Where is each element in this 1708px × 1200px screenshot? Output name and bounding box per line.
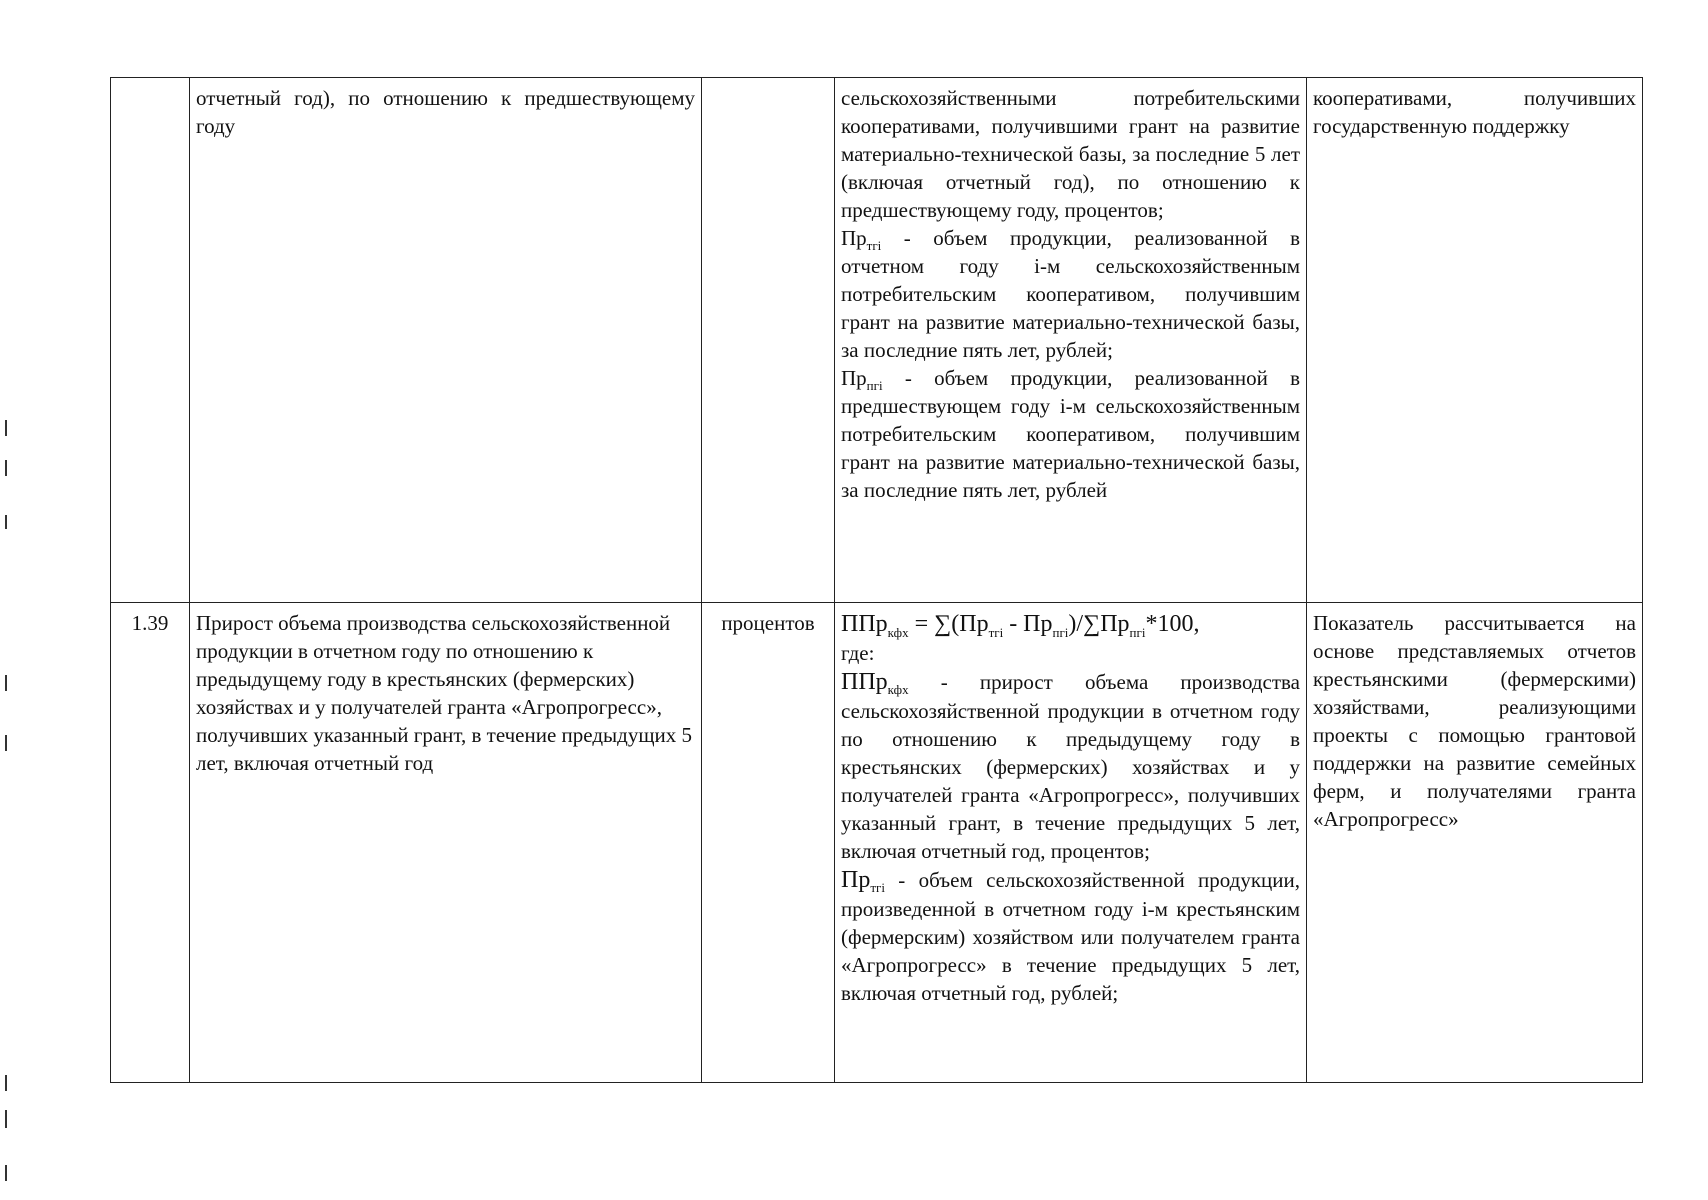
- indicator-cell: Прирост объема производства сельскохозяйственной продукции в отчетном году по отношению к предыдущему году в крестьянских (фермерских) хозяйствах и у получателей гранта «Агропрогресс», получивших указанный грант, в течение предыдущих 5 лет, включая отчетный год: [190, 603, 702, 1083]
- method-cell: [835, 78, 1307, 603]
- definition-pr-pg: [841, 364, 1300, 504]
- scan-edge-mark: [5, 420, 7, 436]
- unit-cell: процентов: [702, 603, 835, 1083]
- definition-text: - объем продукции, реализованной в предшествующем году i-м сельскохозяйственным потребительским кооперативом, получившим грант на развитие материально-технической базы, за последние пять лет, рублей: [841, 366, 1300, 502]
- definition-pppr: [841, 667, 1300, 865]
- definition-symbol: ППр: [841, 669, 888, 695]
- scan-edge-mark: [5, 1165, 7, 1181]
- method-cell: [835, 603, 1307, 1083]
- definition-text: - объем продукции, реализованной в отчетном году i-м сельскохозяйственным потребительским кооперативом, получившим грант на развитие материально-технической базы, за последние пять лет, рублей;: [841, 226, 1300, 362]
- definition-subscript: тгi: [870, 880, 885, 896]
- definition-subscript: пгi: [866, 378, 883, 394]
- scan-edge-mark: [5, 460, 7, 476]
- definition-symbol: Пр: [841, 226, 867, 250]
- scan-edge-mark: [5, 515, 7, 529]
- definition-subscript: тгi: [866, 238, 882, 254]
- definition-symbol: Пр: [841, 867, 871, 893]
- definition-symbol: Пр: [841, 366, 867, 390]
- definition-pr-tg: [841, 224, 1300, 364]
- definition-text: - прирост объема производства сельскохозяйственной продукции в отчетном году по отношению к предыдущему году в крестьянских (фермерских) хозяйствах и у получателей гранта «Агропрогресс», получивших указанный грант, в течение предыдущих 5 лет, включая отчетный год, процентов;: [841, 670, 1300, 863]
- table-row: [111, 78, 1643, 603]
- table-row: [111, 603, 1643, 1083]
- definition-text: - объем сельскохозяйственной продукции, произведенной в отчетном году i-м крестьянским (фермерским) хозяйством или получателем гранта «Агропрогресс» в течение предыдущих 5 лет, включая отчетный год, рублей;: [841, 868, 1300, 1005]
- source-cell: Показатель рассчитывается на основе представляемых отчетов крестьянскими (фермерскими) хозяйствами, реализующими проекты с помощью грантовой поддержки на развитие семейных ферм, и получателями гранта «Агропрогресс»: [1307, 603, 1643, 1083]
- method-paragraph: сельскохозяйственными потребительскими кооперативами, получившими грант на развитие материально-технической базы, за последние 5 лет (включая отчетный год), по отношению к предшествующему году, процентов;: [841, 86, 1300, 222]
- unit-cell: [702, 78, 835, 603]
- scan-edge-mark: [5, 675, 7, 691]
- indicators-table: [110, 77, 1643, 1083]
- definition-pr-tg: [841, 865, 1300, 1007]
- row-number-cell: [111, 78, 190, 603]
- row-number-cell: 1.39: [111, 603, 190, 1083]
- scan-edge-mark: [5, 1110, 7, 1128]
- source-cell: кооперативами, получивших государственную поддержку: [1307, 78, 1643, 603]
- formula-where: где:: [841, 641, 875, 665]
- indicator-cell: отчетный год), по отношению к предшествующему году: [190, 78, 702, 603]
- scan-edge-mark: [5, 1075, 7, 1091]
- formula: $ППр_{кфх} = \sum(Пр_{тгi} - Пр_{пгi})/\sum Пр_{пгi}*100$,: [841, 611, 1200, 640]
- definition-subscript: кфх: [887, 682, 909, 698]
- scan-edge-mark: [5, 735, 7, 751]
